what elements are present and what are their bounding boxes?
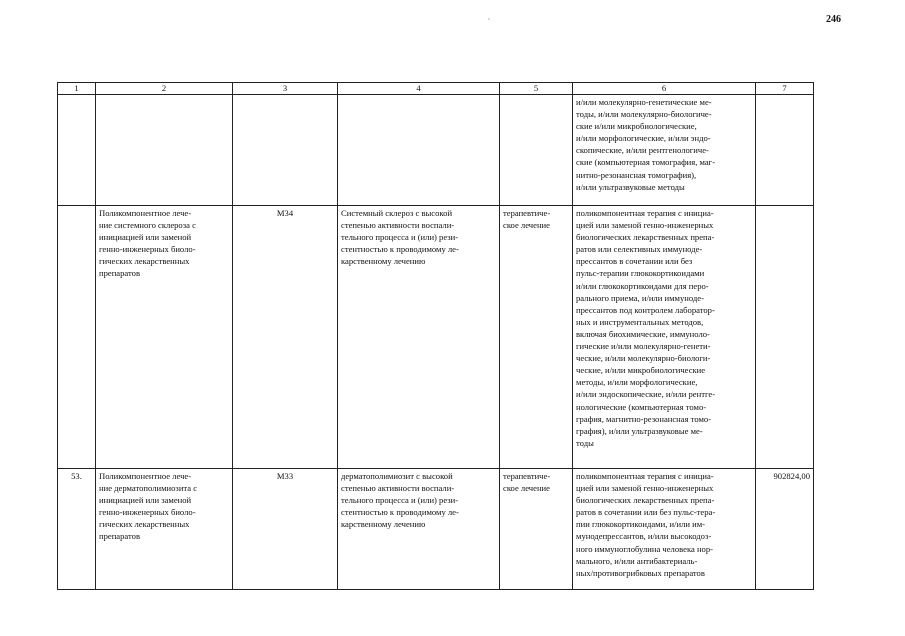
text-line: прессантов в сочетании или без <box>576 256 693 267</box>
cell-patient-model <box>338 469 500 590</box>
header-col-6: 6 <box>573 83 756 95</box>
text-line: прессантов под контролем лаборатор- <box>576 304 715 315</box>
medical-care-table <box>57 82 814 590</box>
text-line: генно-инженерных биоло- <box>99 244 196 255</box>
cell-icd-code: M34 <box>233 206 338 469</box>
text-line: стентностью к проводимому ле- <box>341 244 459 255</box>
text-line: ческие, и/или молекулярно-биологи- <box>576 353 711 364</box>
text-line: мального, и/или антибактериаль- <box>576 555 698 566</box>
table-row <box>58 206 814 469</box>
text-line: нологические (компьютерная томо- <box>576 401 707 412</box>
text-line: мунодепрессантов, и/или высокодоз- <box>576 531 712 542</box>
text-line: и/или ультразвуковые методы <box>576 181 685 192</box>
text-line: тоды <box>576 437 594 448</box>
text-line: гических лекарственных <box>99 519 190 530</box>
text-line: биологических лекарственных препа- <box>576 495 715 506</box>
text-line: терапевтиче- <box>503 208 551 218</box>
text-line: степенью активности воспали- <box>341 220 455 231</box>
text-line: включая биохимические, иммуноло- <box>576 328 710 339</box>
text-line: графия, магнитно-резонансная томо- <box>576 413 712 424</box>
cell-treatment-method <box>573 206 756 469</box>
cell-icd-code: M33 <box>233 469 338 590</box>
text-line: препаратов <box>99 268 141 279</box>
cell-cost <box>756 206 814 469</box>
text-line: терапевтиче- <box>503 471 551 481</box>
cell-icd-code <box>233 95 338 206</box>
text-line: ратов или селективных иммуноде- <box>576 244 703 255</box>
text-line: цией или заменой генно-инженерных <box>576 483 714 494</box>
text-line: гические и/или молекулярно-генети- <box>576 341 711 352</box>
cell-treatment-type <box>500 95 573 206</box>
cell-patient-model <box>338 206 500 469</box>
text-line: гических лекарственных <box>99 256 190 267</box>
cell-number <box>58 95 96 206</box>
text-line: тоды, и/или молекулярно-биологиче- <box>576 109 712 120</box>
text-line: пульс-терапии глюкокортикоидами <box>576 268 705 279</box>
text-line: ские и/или микробиологические, <box>576 121 697 132</box>
cell-cost <box>756 95 814 206</box>
text-line: биологических лекарственных препа- <box>576 232 715 243</box>
cell-care-name <box>96 95 233 206</box>
text-line: поликомпонентная терапия с инициа- <box>576 208 714 218</box>
text-line: ние системного склероза с <box>99 220 196 231</box>
text-line: пии глюкокортикоидами, и/или им- <box>576 519 706 530</box>
text-line: ские (компьютерная томография, маг- <box>576 157 716 168</box>
text-line: ние дерматополимиозита с <box>99 483 198 494</box>
text-line: рального приема, и/или иммуноде- <box>576 292 704 303</box>
text-line: стентностью к проводимому ле- <box>341 507 459 518</box>
text-line: степенью активности воспали- <box>341 483 455 494</box>
header-col-5: 5 <box>500 83 573 95</box>
text-line: ское лечение <box>503 483 550 494</box>
text-line: ных и инструментальных методов, <box>576 316 704 327</box>
scan-speck <box>488 18 490 20</box>
text-line: Системный склероз с высокой <box>341 208 453 218</box>
text-line: цией или заменой генно-инженерных <box>576 220 714 231</box>
header-col-4: 4 <box>338 83 500 95</box>
header-col-3: 3 <box>233 83 338 95</box>
text-line: инициацией или заменой <box>99 232 192 243</box>
text-line: ское лечение <box>503 220 550 231</box>
text-line: тельного процесса и (или) рези- <box>341 495 459 506</box>
text-line: карственному лечению <box>341 256 426 267</box>
text-line: Поликомпонентное лече- <box>99 471 192 481</box>
text-line: тельного процесса и (или) рези- <box>341 232 459 243</box>
cell-treatment-type <box>500 469 573 590</box>
text-line: ного иммуноглобулина человека нор- <box>576 543 714 554</box>
cell-number <box>58 206 96 469</box>
text-line: Поликомпонентное лече- <box>99 208 192 218</box>
text-line: и/или морфологические, и/или эндо- <box>576 133 711 144</box>
cell-treatment-method <box>573 469 756 590</box>
text-line: препаратов <box>99 531 141 542</box>
cell-care-name <box>96 206 233 469</box>
text-line: и/или молекулярно-генетические ме- <box>576 97 712 107</box>
cell-treatment-method <box>573 95 756 206</box>
text-line: карственному лечению <box>341 519 426 530</box>
text-line: дерматополимиозит с высокой <box>341 471 453 481</box>
cell-number: 53. <box>58 469 96 590</box>
text-line: поликомпонентная терапия с инициа- <box>576 471 714 481</box>
text-line: скопические, и/или рентгенологиче- <box>576 145 709 156</box>
text-line: и/или глюкокортикоидами для перо- <box>576 280 709 291</box>
cell-care-name <box>96 469 233 590</box>
table-body <box>58 95 814 590</box>
page-number: 246 <box>826 14 841 25</box>
text-line: и/или эндоскопические, и/или рентге- <box>576 389 716 400</box>
cell-cost: 902824,00 <box>756 469 814 590</box>
text-line: ных/противогрибковых препаратов <box>576 567 705 578</box>
text-line: методы, и/или морфологические, <box>576 377 698 388</box>
header-col-1: 1 <box>58 83 96 95</box>
table-row <box>58 95 814 206</box>
table-row <box>58 469 814 590</box>
cell-patient-model <box>338 95 500 206</box>
text-line: ческие, и/или микробиологические <box>576 365 706 376</box>
header-row <box>58 83 814 95</box>
header-col-2: 2 <box>96 83 233 95</box>
cell-treatment-type <box>500 206 573 469</box>
header-col-7: 7 <box>756 83 814 95</box>
text-line: ратов в сочетании или без пульс-тера- <box>576 507 716 518</box>
text-line: нитно-резонансная томография), <box>576 169 697 180</box>
text-line: графия), и/или ультразвуковые ме- <box>576 425 703 436</box>
text-line: генно-инженерных биоло- <box>99 507 196 518</box>
text-line: инициацией или заменой <box>99 495 192 506</box>
